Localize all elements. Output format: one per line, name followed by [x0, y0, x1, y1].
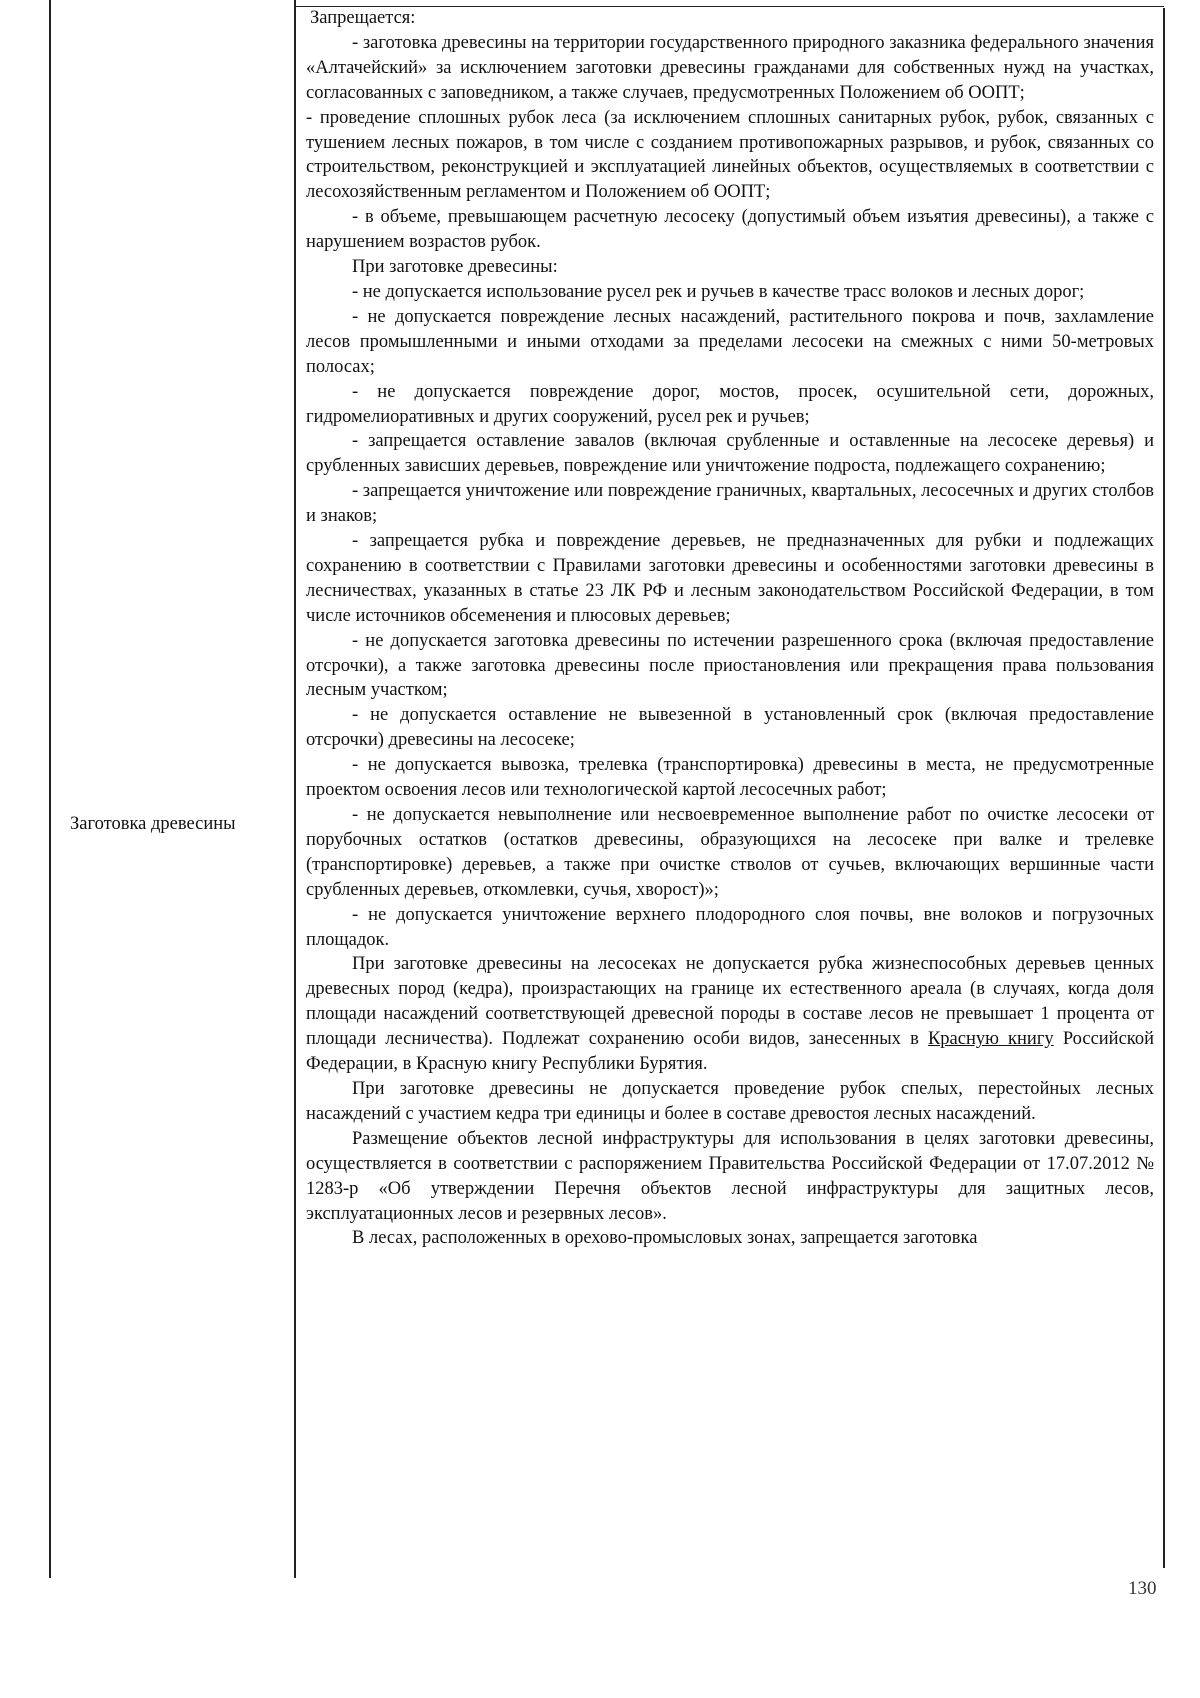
paragraph-text: - не допускается использование русел рек и ручьев в качестве трасс волоков и лесных дорог;: [352, 281, 1085, 302]
paragraph: [306, 1127, 1154, 1227]
paragraph: [306, 429, 1154, 479]
paragraph-text: - не допускается повреждение лесных насаждений, растительного покрова и почв, захламление лесов промышленными и иными отходами за пределами лесосеки на смежных с ними 50-метровых полосах;: [306, 306, 1154, 377]
paragraph-text: - проведение сплошных рубок леса (за исключением сплошных санитарных рубок, рубок, связанных с тушением лесных пожаров, в том числе с созданием противопожарных разрывов, и рубок, связанных со строительством, реконструкцией и эксплуатацией линейных объектов, осуществляемых в соответствии с лесохозяйственным регламентом и Положением об ООПТ;: [306, 107, 1154, 203]
paragraph: [306, 205, 1154, 255]
paragraph: [306, 380, 1154, 430]
paragraph-text: Российской Федерации, в Красную книгу Республики Бурятия.: [306, 1029, 1154, 1075]
paragraph-text: - запрещается уничтожение или повреждение граничных, квартальных, лесосечных и других столбов и знаков;: [306, 481, 1154, 527]
paragraph-text: - запрещается рубка и повреждение деревьев, не предназначенных для рубки и подлежащих сохранению в соответствии с Правилами заготовки древесины и особенностями заготовки древесины в лесничествах, указанных в статье 23 ЛК РФ и лесным законодательством Российской Федерации, в том числе источников обсеменения и плюсовых деревьев;: [306, 531, 1154, 626]
row-label: Заготовка древесины: [70, 814, 236, 834]
paragraph: [306, 479, 1154, 529]
paragraph-text: - запрещается оставление завалов (включая срубленные и оставленные на лесосеке деревья) и срубленных зависших деревьев, повреждение или уничтожение подроста, подлежащего сохранению;: [306, 431, 1154, 477]
paragraph: [306, 629, 1154, 704]
paragraph: [306, 703, 1154, 753]
paragraph-text: Размещение объектов лесной инфраструктуры для использования в целях заготовки древесины, осуществляется в соответствии с распоряжением Правительства Российской Федерации от 17.07.2012 № 1283-р «Об утверждении Перечня объектов лесной инфраструктуры для защитных лесов, эксплуатационных лесов и резервных лесов».: [306, 1128, 1154, 1224]
paragraph: [306, 952, 1154, 1077]
paragraph: [306, 280, 1154, 305]
paragraph: [306, 6, 1154, 31]
paragraph: [306, 529, 1154, 629]
underlined-reference: Красную книгу: [927, 1029, 1054, 1050]
paragraph-text: - не допускается невыполнение или несвоевременное выполнение работ по очистке лесосеки от порубочных остатков (остатков древесины, образующихся на лесосеке при валке и трелевке (транспортировке) деревьев, а также при очистке стволов от сучьев, включающих вершинные части срубленных деревьев, откомлевки, сучья, хворост)»;: [306, 805, 1154, 900]
paragraph-text: - не допускается оставление не вывезенной в установленный срок (включая предоставление отсрочки) древесины на лесосеке;: [306, 705, 1154, 751]
paragraph-text: - не допускается повреждение дорог, мостов, просек, осушительной сети, дорожных, гидромелиоративных и других сооружений, русел рек и ручьев;: [306, 381, 1154, 427]
row-content: [306, 6, 1154, 1251]
paragraph-text: В лесах, расположенных в орехово-промысловых зонах, запрещается заготовка: [352, 1228, 978, 1249]
paragraph-text: - не допускается уничтожение верхнего плодородного слоя почвы, вне волоков и погрузочных площадок.: [306, 904, 1154, 950]
paragraph-text: При заготовке древесины на лесосеках не допускается рубка жизнеспособных деревьев ценных древесных пород (кедра), произрастающих на границе их естественного ареала (в случаях, когда доля площади насаждений соответствующей древесной породы в составе лесов не превышает 1 процента от площади лесничества). Подлежат сохранению особи видов, занесенных в: [306, 954, 1154, 1050]
paragraph-text: - в объеме, превышающем расчетную лесосеку (допустимый объем изъятия древесины), а также с нарушением возрастов рубок.: [306, 207, 1154, 253]
paragraph: [306, 106, 1154, 206]
paragraph-text: При заготовке древесины не допускается проведение рубок спелых, перестойных лесных насаждений с участием кедра три единицы и более в составе древостоя лесных насаждений.: [306, 1078, 1154, 1124]
paragraph-text: При заготовке древесины:: [352, 257, 558, 278]
paragraph: [306, 255, 1154, 280]
paragraph: [306, 903, 1154, 953]
paragraph-text: Запрещается:: [310, 8, 416, 28]
table-column-divider: [294, 0, 296, 1578]
paragraph-text: - не допускается заготовка древесины по истечении разрешенного срока (включая предоставление отсрочки), а также заготовка древесины после приостановления или прекращения права пользования лесным участком;: [306, 630, 1154, 701]
table-left-border: [49, 0, 51, 1578]
paragraph: [306, 31, 1154, 106]
paragraph: [306, 803, 1154, 903]
table-right-border: [1163, 8, 1165, 1568]
paragraph-text: - не допускается вывозка, трелевка (транспортировка) древесины в места, не предусмотренные проектом освоения лесов или технологической картой лесосечных работ;: [306, 755, 1154, 801]
paragraph: [306, 1077, 1154, 1127]
page-number: 130: [1128, 1578, 1157, 1599]
paragraph: [306, 753, 1154, 803]
paragraph: [306, 305, 1154, 380]
paragraph: [306, 1226, 1154, 1251]
paragraph-text: - заготовка древесины на территории государственного природного заказника федерального значения «Алтачейский» за исключением заготовки древесины гражданами для собственных нужд на участках, согласованных с заповедником, а также случаев, предусмотренных Положением об ООПТ;: [306, 32, 1154, 103]
